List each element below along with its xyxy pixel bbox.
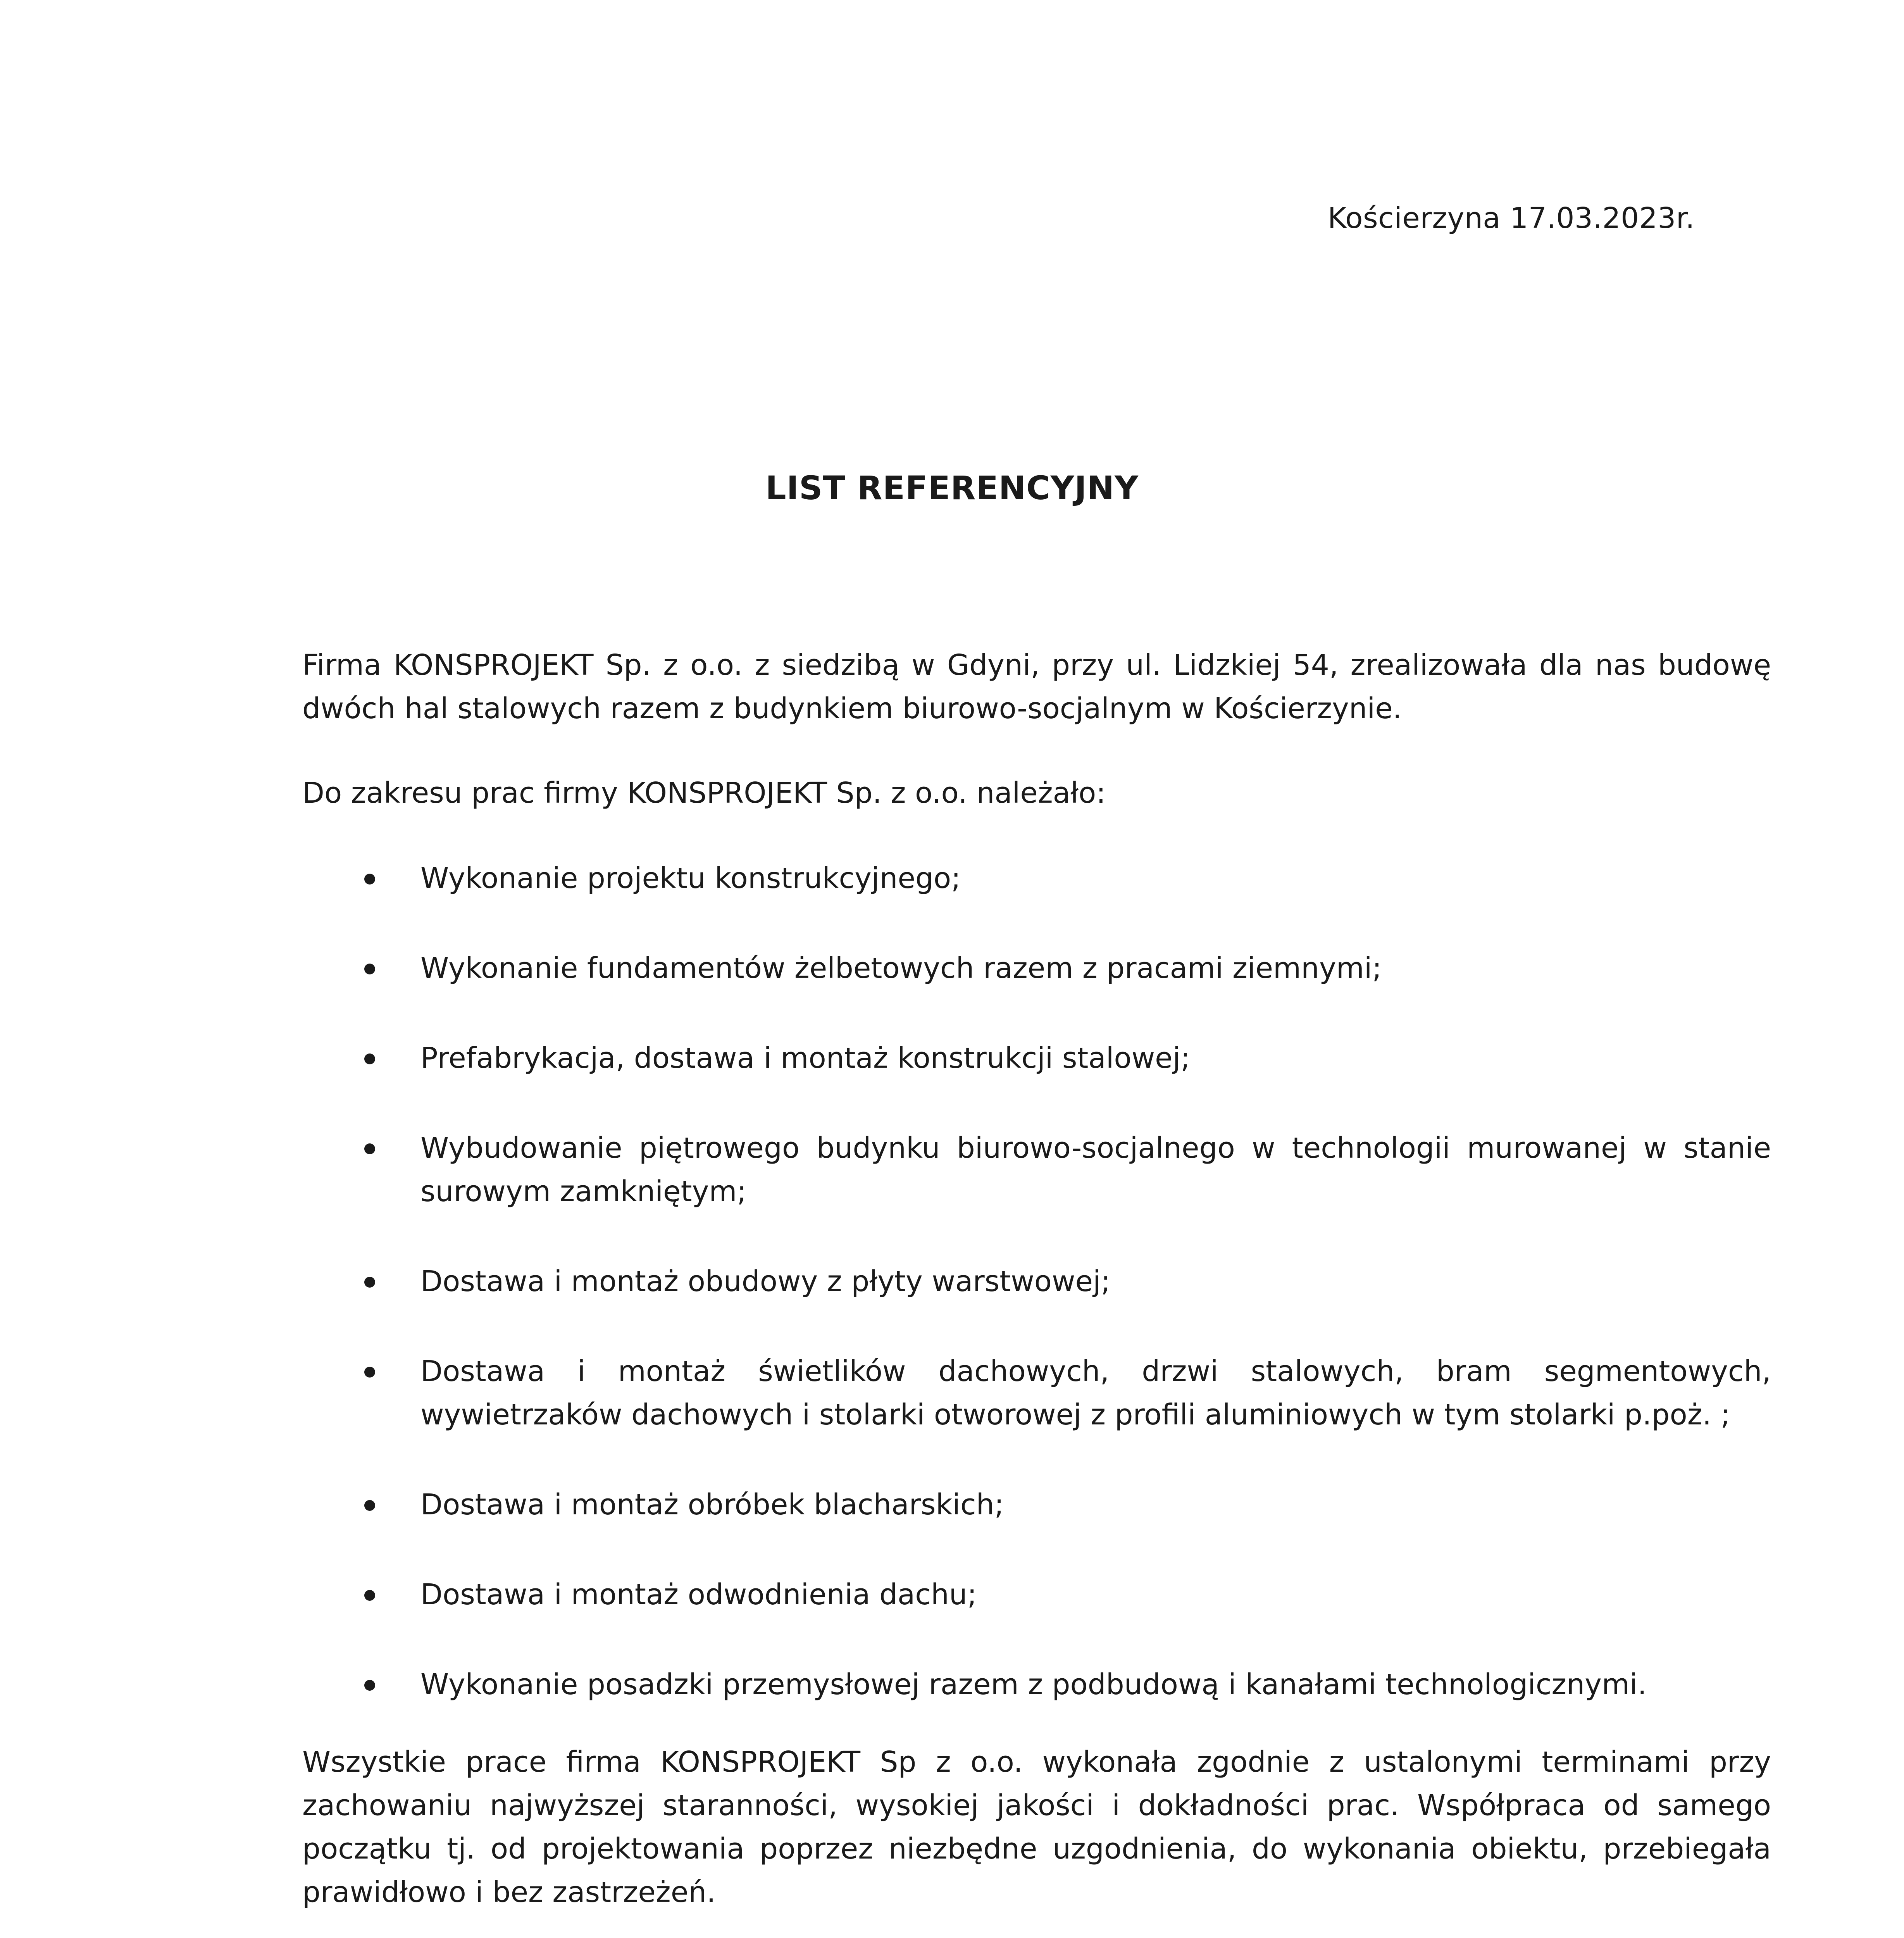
scope-item-text: Wybudowanie piętrowego budynku biurowo-socjalnego w technologii murowanej w stanie surowym zamkniętym;	[420, 1131, 1771, 1208]
bullet-icon	[364, 1680, 375, 1691]
scope-item-text: Wykonanie posadzki przemysłowej razem z podbudową i kanałami technologicznymi.	[420, 1668, 1647, 1701]
bullet-icon	[364, 1590, 375, 1601]
bullet-icon	[364, 1053, 375, 1064]
scope-list-item	[364, 1126, 1771, 1213]
scope-list-item	[364, 947, 1771, 990]
bullet-icon	[364, 1500, 375, 1511]
scope-list-item	[364, 1663, 1771, 1706]
scope-item-text: Dostawa i montaż odwodnienia dachu;	[420, 1578, 977, 1611]
scope-item-text: Wykonanie fundamentów żelbetowych razem z pracami ziemnymi;	[420, 952, 1382, 985]
scope-item-text: Dostawa i montaż obróbek blacharskich;	[420, 1488, 1004, 1521]
letter-title: LIST REFERENCYJNY	[765, 469, 1139, 507]
scope-list-item	[364, 1483, 1771, 1526]
scope-item-text: Dostawa i montaż obudowy z płyty warstwowej;	[420, 1265, 1111, 1298]
scope-list-item	[364, 1573, 1771, 1616]
bullet-icon	[364, 874, 375, 885]
bullet-icon	[364, 1143, 375, 1154]
assessment-paragraph: Wszystkie prace firma KONSPROJEKT Sp z o.o. wykonała zgodnie z ustalonymi terminami przy zachowaniu najwyższej staranności, wysokiej jakości i dokładności prac. Współpraca od samego początku tj. od projektowania poprzez niezbędne uzgodnienia, do wykonania obiektu, przebiegała prawidłowo i bez zastrzeżeń.	[302, 1745, 1771, 1909]
scope-item-text: Dostawa i montaż świetlików dachowych, drzwi stalowych, bram segmentowych, wywietrzaków dachowych i stolarki otworowej z profili aluminiowych w tym stolarki p.poż. ;	[420, 1355, 1771, 1431]
bullet-icon	[364, 1277, 375, 1288]
scope-item-text: Prefabrykacja, dostawa i montaż konstrukcji stalowej;	[420, 1041, 1191, 1075]
scope-list-item	[364, 1260, 1771, 1303]
scope-list-item	[364, 1036, 1771, 1080]
scope-item-text: Wykonanie projektu konstrukcyjnego;	[420, 862, 961, 895]
bullet-icon	[364, 964, 375, 974]
letter-date: Kościerzyna 17.03.2023r.	[1327, 202, 1695, 235]
bullet-icon	[364, 1367, 375, 1378]
scope-list-item	[364, 1350, 1771, 1436]
intro-paragraph: Firma KONSPROJEKT Sp. z o.o. z siedzibą w Gdyni, przy ul. Lidzkiej 54, zrealizowała dla nas budowę dwóch hal stalowych razem z budynkiem biurowo-socjalnym w Kościerzynie.	[302, 648, 1771, 725]
scope-list	[364, 857, 1771, 1753]
scope-paragraph: Do zakresu prac firmy KONSPROJEKT Sp. z o.o. należało:	[302, 776, 1106, 810]
scope-list-item	[364, 857, 1771, 900]
